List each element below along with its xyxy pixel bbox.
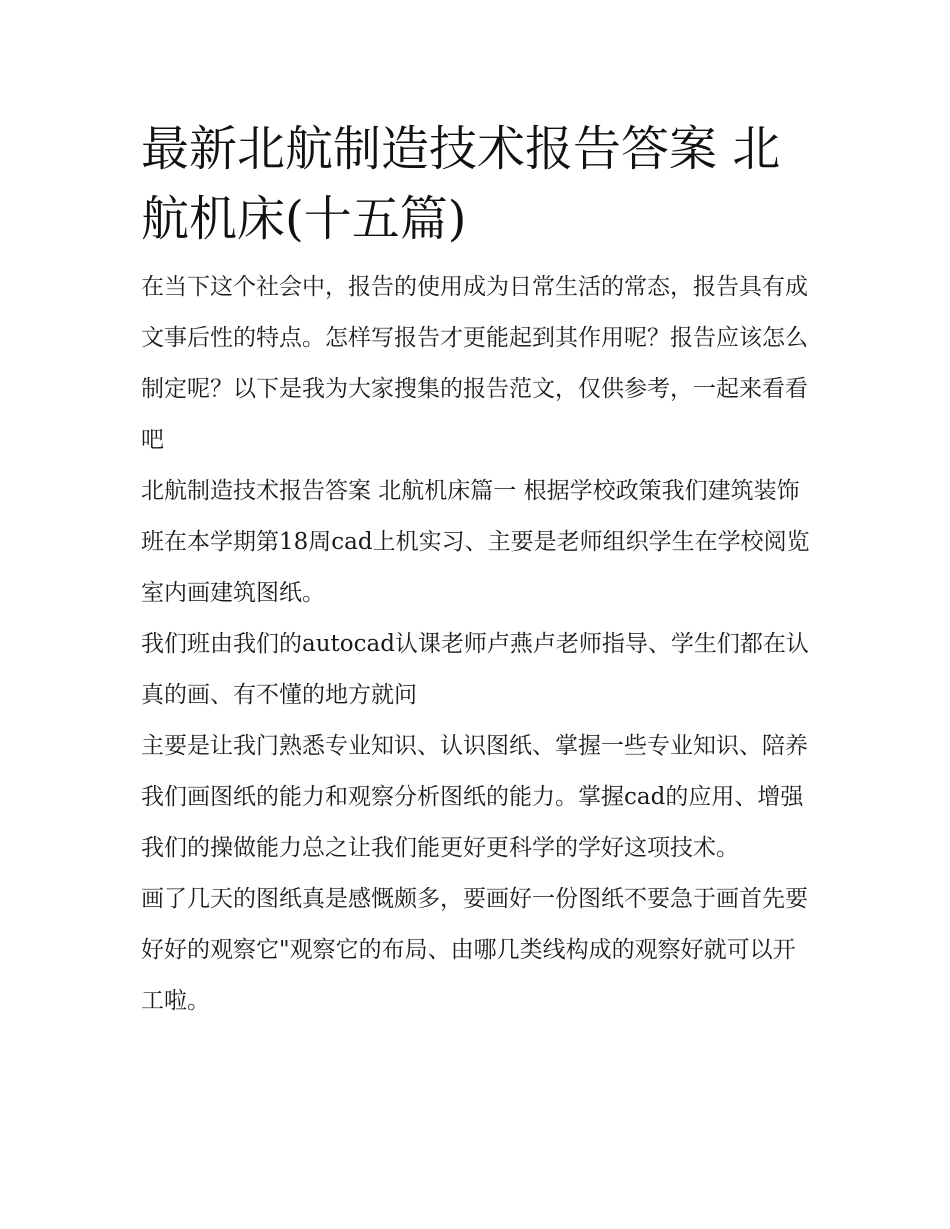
paragraph-article-one: 北航制造技术报告答案 北航机床篇一 根据学校政策我们建筑装饰班在本学期第18周cad上机实习、主要是老师组织学生在学校阅览室内画建筑图纸。 xyxy=(141,478,810,606)
paragraph-intro: 在当下这个社会中，报告的使用成为日常生活的常态，报告具有成文事后性的特点。怎样写报告才更能起到其作用呢？报告应该怎么制定呢？以下是我为大家搜集的报告范文，仅供参考，一起来看看吧 xyxy=(141,274,808,453)
paragraph-instructor: 我们班由我们的autocad认课老师卢燕卢老师指导、学生们都在认真的画、有不懂的地方就问 xyxy=(141,631,809,708)
document-title: 最新北航制造技术报告答案 北航机床(十五篇) xyxy=(141,121,781,247)
document-page xyxy=(141,114,813,1027)
paragraph-purpose: 主要是让我门熟悉专业知识、认识图纸、掌握一些专业知识、陪养我们画图纸的能力和观察分析图纸的能力。掌握cad的应用、增强我们的操做能力总之让我们能更好更科学的学好这项技术。 xyxy=(141,733,808,861)
paragraph-reflection: 画了几天的图纸真是感慨颇多，要画好一份图纸不要急于画首先要好好的观察它"观察它的布局、由哪几类线构成的观察好就可以开工啦。 xyxy=(141,886,808,1014)
